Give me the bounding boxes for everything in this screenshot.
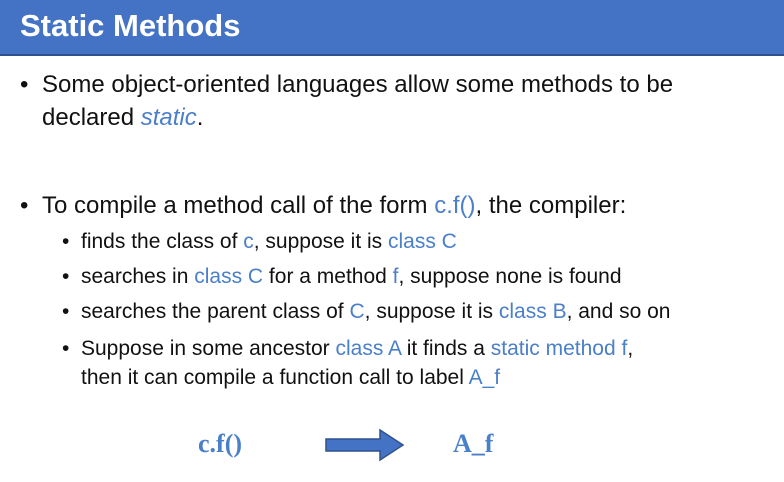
code-term: static method f (490, 337, 628, 360)
subitem-search-class (62, 262, 777, 291)
text-segment: finds the class of (81, 230, 244, 253)
subitem-ancestor-static (62, 334, 777, 392)
text-segment: searches the parent class of (81, 300, 350, 323)
subitem-line-2 (81, 363, 777, 392)
subitem-search-parent (62, 297, 777, 326)
code-term: class B (498, 300, 567, 323)
subitem-text (81, 262, 777, 291)
title-bar (0, 0, 784, 56)
code-term: C (349, 300, 365, 323)
code-term: c (243, 230, 254, 253)
text-segment: for a method (263, 265, 393, 288)
bullet-line-1: Some object-oriented languages allow some methods to be (42, 71, 674, 98)
code-term: class A (335, 337, 401, 360)
subitem-find-class (62, 227, 777, 256)
code-term: f (392, 265, 399, 288)
subitem-text (81, 297, 777, 326)
keyword-static: static (140, 104, 197, 131)
text-segment: searches in (81, 265, 195, 288)
bullet-compile-call (20, 189, 770, 222)
code-term: A_f (468, 366, 501, 389)
slide-title: Static Methods (20, 8, 241, 43)
text-segment: then it can compile a function call to label (81, 366, 469, 389)
bullet-dot: • (20, 192, 29, 219)
right-arrow-icon (325, 428, 405, 462)
bullet-line-2 (42, 101, 770, 134)
bullet-text (42, 189, 770, 222)
bullet-dot: • (62, 337, 70, 360)
text-segment: , and so on (566, 300, 671, 323)
bullet-dot: • (62, 300, 70, 323)
subitem-line-1 (81, 334, 777, 363)
text-segment: declared (42, 104, 141, 131)
text-segment: , the compiler: (475, 192, 627, 219)
diagram-call-label: c.f() (198, 429, 243, 458)
text-segment: , suppose it is (253, 230, 388, 253)
text-segment: , (627, 337, 634, 360)
text-segment: , suppose none is found (398, 265, 622, 288)
text-segment: Suppose in some ancestor (81, 337, 336, 360)
subitem-text (81, 227, 777, 256)
code-term: class C (194, 265, 264, 288)
text-segment: , suppose it is (364, 300, 499, 323)
text-segment: . (196, 104, 204, 131)
diagram-label-target: A_f (453, 429, 494, 458)
bullet-dot: • (62, 265, 70, 288)
code-term: class C (387, 230, 457, 253)
code-c-f: c.f() (434, 192, 476, 219)
bullet-dot: • (20, 71, 29, 98)
text-segment: it finds a (400, 337, 491, 360)
bullet-static-declaration (20, 68, 770, 134)
text-segment: To compile a method call of the form (42, 192, 435, 219)
bullet-dot: • (62, 230, 70, 253)
